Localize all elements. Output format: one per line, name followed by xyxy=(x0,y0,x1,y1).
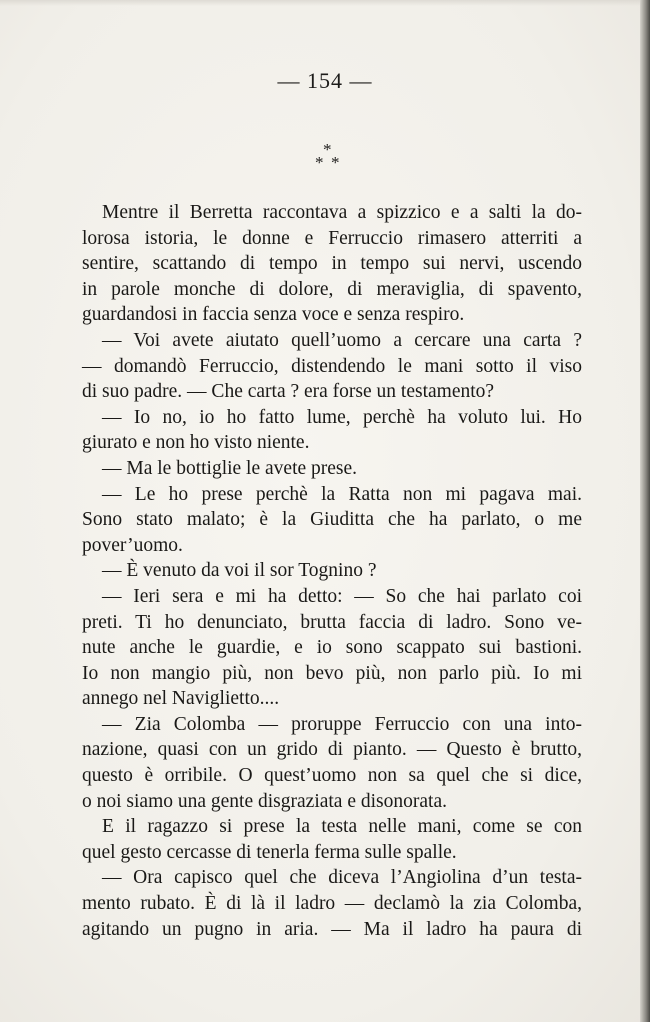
text-line: pover’uomo. xyxy=(82,534,183,556)
text-line: lorosa istoria, le donne e Ferruccio rimasero atterriti a xyxy=(82,227,582,249)
page-binding-edge xyxy=(640,0,650,1022)
text-line: annego nel Naviglietto.... xyxy=(82,688,280,710)
text-line: Sono stato malato; è la Giuditta che ha parlato, o me xyxy=(82,509,582,531)
text-line: in parole monche di dolore, di meraviglia, di spavento, xyxy=(82,278,582,300)
text-line: — Zia Colomba — proruppe Ferruccio con una into- xyxy=(102,713,582,735)
text-line: — È venuto da voi il sor Tognino ? xyxy=(102,560,377,582)
text-line: quel gesto cercasse di tenerla ferma sulle spalle. xyxy=(82,841,457,863)
page-top-edge xyxy=(0,0,650,6)
text-line: — Io no, io ho fatto lume, perchè ha voluto lui. Ho xyxy=(102,406,582,428)
text-line: nute anche le guardie, e io sono scappato sui bastioni. xyxy=(82,637,582,659)
text-line: — Le ho prese perchè la Ratta non mi pagava mai. xyxy=(102,483,582,505)
text-line: agitando un pugno in aria. — Ma il ladro ha paura di xyxy=(82,918,582,940)
text-line: o noi siamo una gente disgraziata e disonorata. xyxy=(82,790,447,812)
page-number: — 154 — xyxy=(277,68,373,93)
text-line: guardandosi in faccia senza voce e senza respiro. xyxy=(82,304,465,326)
text-line: questo è orribile. O quest’uomo non sa quel che si dice, xyxy=(82,765,582,787)
text-line: preti. Ti ho denunciato, brutta faccia di ladro. Sono ve- xyxy=(82,611,582,633)
asterism-star-left: * xyxy=(315,153,324,172)
asterism-star-top: * xyxy=(323,140,332,159)
text-line: Mentre il Berretta raccontava a spizzico e a salti la do- xyxy=(102,202,582,223)
text-line: — Ma le bottiglie le avete prese. xyxy=(102,457,358,479)
asterism-star-right: * xyxy=(331,153,340,172)
text-line: — Ieri sera e mi ha detto: — So che hai parlato coi xyxy=(102,585,582,607)
section-asterism xyxy=(305,141,355,181)
text-line: mento rubato. È di là il ladro — declamò la zia Colomba, xyxy=(82,893,582,915)
text-line: giurato e non ho visto niente. xyxy=(82,432,310,454)
text-line: E il ragazzo si prese la testa nelle mani, come se con xyxy=(102,816,582,838)
text-line: — Voi avete aiutato quell’uomo a cercare una carta ? xyxy=(102,329,582,351)
text-line: nazione, quasi con un grido di pianto. — Questo è brutto, xyxy=(82,739,582,761)
text-line: Io non mangio più, non bevo più, non parlo più. Io mi xyxy=(82,662,582,684)
text-line: — Ora capisco quel che diceva l’Angiolina d’un testa- xyxy=(102,867,582,889)
body-text xyxy=(82,200,582,942)
text-line: — domandò Ferruccio, distendendo le mani sotto il viso xyxy=(82,355,582,377)
text-line: sentire, scattando di tempo in tempo sui nervi, uscendo xyxy=(82,253,582,275)
text-line: di suo padre. — Che carta ? era forse un testamento? xyxy=(82,381,495,403)
